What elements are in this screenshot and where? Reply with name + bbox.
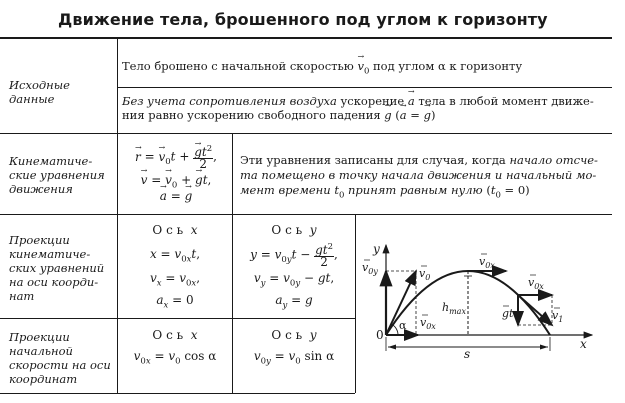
proj-y1: $y = v_{0y}t$ − $\frac{gt^2}{2}$ , [250,242,338,269]
vel-x1: $v_{0x} = v_0$ cos α [133,349,217,367]
label-projections-2: кинематиче- [9,247,91,261]
initial-text-1: Тело брошено с начальной скоростью → $v_0$ под углом α к горизонту [122,59,522,78]
proj-y2: $v_y = v_{0y}$ − gt, [253,271,335,289]
vel-axis-y: О с ь y [271,328,317,342]
row-divider-1 [0,133,612,134]
label-initial-data-2: данные [9,92,55,106]
label-hmax: $h_{max}$ [442,301,466,316]
trajectory-diagram [356,215,612,403]
label-projections-4: на оси коорди- [9,275,99,289]
label-alpha: α [399,319,407,332]
initial-text-2: Без учета сопротивления воздуха ускорение → a тела в любой момент движе- [122,94,594,108]
top-thick-rule [0,37,612,39]
proj-axis-x: О с ь x [152,223,198,237]
initial-text-3: ния равно ускорению свободного падения → g (→ a = → g) [122,108,435,122]
label-s: s [464,347,471,361]
label-v0y: $v_{0y}$ [362,261,378,276]
eq-r: → r = → $v_0t$ + → $\frac{gt^2}{2}$ , [121,144,231,170]
kinematic-note-1: Эти уравнения записаны для случая, когда начало отсче- [240,153,598,167]
kinematic-note-2: та помещено в точку начала движения и начальный мо- [240,168,597,182]
row-divider-3 [0,318,355,319]
label-v1: $v_1$ [552,309,564,324]
label-velocity-2: начальной [9,344,73,358]
proj-axis-y: О с ь y [271,223,317,237]
label-projections-1: Проекции [9,233,70,247]
label-velocity-3: скорости на оси [9,358,111,372]
label-initial-data-1: Исходные [9,78,70,92]
row-divider-inner-1 [117,87,612,88]
kinematic-note-3: мент времени $t_0$ принят равным нулю $(t_0 = 0)$ [240,183,530,201]
vel-axis-x: О с ь x [152,328,198,342]
proj-x3: $a_x = 0$ [156,293,194,311]
label-y-axis: y [373,242,380,256]
label-velocity-1: Проекции [9,330,70,344]
label-origin: 0 [376,328,384,342]
label-v0: $v_0$ [419,267,431,282]
label-gt: gt [502,307,514,320]
bottom-rule [0,393,355,394]
label-kinematic-2: ские уравнения [9,168,105,182]
page-title: Движение тела, брошенного под углом к горизонту [58,10,548,29]
label-kinematic-1: Кинематиче- [9,154,93,168]
proj-x2: $v_x = v_{0x}$, [149,271,201,289]
label-velocity-4: координат [9,372,78,386]
proj-y3: $a_y = g$ [275,293,313,311]
proj-x1: $x = v_{0x}t$, [149,247,201,265]
v1-vector [518,295,552,325]
eq-v: → v = → $v_0$ + → gt, [121,172,231,193]
label-v0x-right: $v_{0x}$ [528,276,544,291]
label-projections-3: ских уравнений [9,261,105,275]
label-x-axis: x [580,337,587,351]
label-v0x-bottom: $v_{0x}$ [420,316,436,331]
vel-y1: $v_{0y} = v_0$ sin α [253,349,335,367]
label-v0x-top: $v_{0x}$ [479,255,495,270]
eq-a: → a = → g [121,188,231,204]
label-kinematic-3: движения [9,182,73,196]
label-projections-5: нат [9,289,35,303]
